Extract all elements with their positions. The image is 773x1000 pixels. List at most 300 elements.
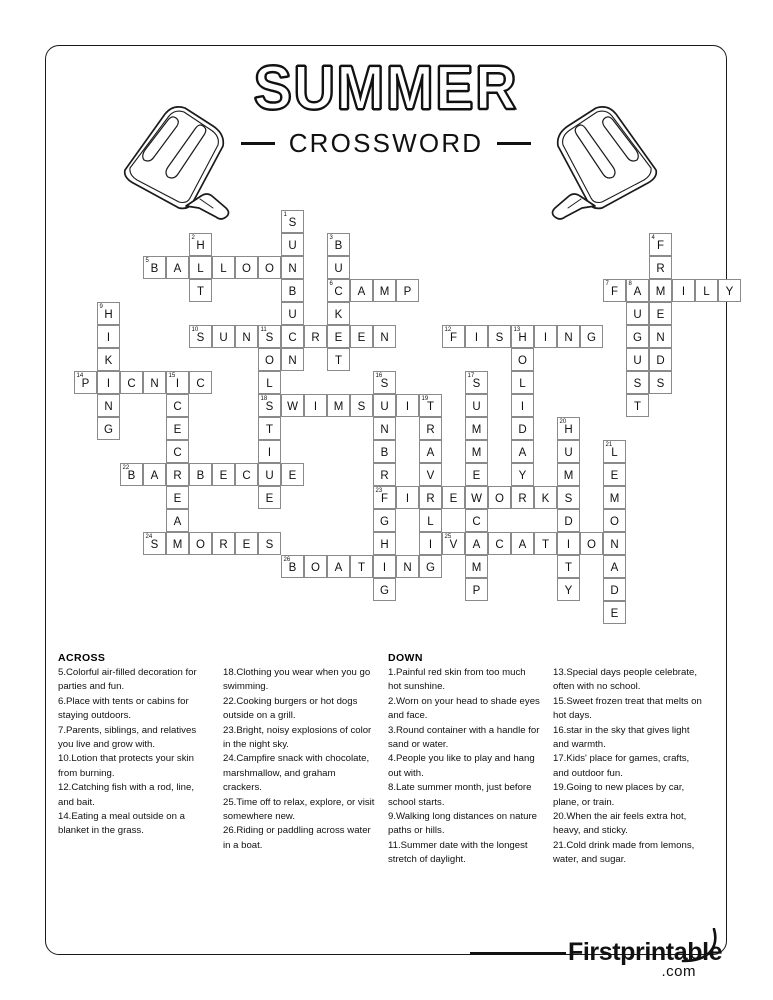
crossword-cell[interactable] — [189, 532, 212, 555]
crossword-cell[interactable] — [442, 325, 465, 348]
crossword-cell[interactable] — [327, 233, 350, 256]
cell-letter: E — [173, 423, 182, 436]
crossword-cell[interactable] — [626, 302, 649, 325]
crossword-cell[interactable] — [557, 555, 580, 578]
crossword-cell[interactable] — [327, 394, 350, 417]
clue-item: 24.Campfire snack with chocolate, marshmallow, and graham crackers. — [223, 753, 370, 794]
cell-letter: A — [426, 446, 435, 459]
clue-item: 15.Sweet frozen treat that melts on hot days. — [553, 695, 702, 722]
cell-letter: S — [150, 538, 159, 551]
cell-number: 19 — [421, 395, 429, 402]
crossword-cell[interactable] — [166, 256, 189, 279]
cell-letter: G — [380, 584, 389, 597]
crossword-cell[interactable] — [649, 256, 672, 279]
crossword-cell[interactable] — [649, 279, 672, 302]
crossword-cell[interactable] — [603, 486, 626, 509]
crossword-cell[interactable] — [281, 302, 304, 325]
crossword-cell[interactable] — [327, 302, 350, 325]
cell-letter: I — [474, 331, 479, 344]
crossword-cell[interactable] — [488, 486, 511, 509]
cell-number: 8 — [628, 280, 632, 287]
crossword-cell[interactable] — [97, 325, 120, 348]
cell-number: 15 — [168, 372, 176, 379]
crossword-cell[interactable] — [350, 394, 373, 417]
crossword-cell[interactable] — [350, 279, 373, 302]
cell-letter: O — [587, 538, 596, 551]
crossword-cell[interactable] — [511, 394, 534, 417]
cell-letter: O — [265, 262, 274, 275]
cell-letter: T — [265, 423, 274, 436]
crossword-cell[interactable] — [166, 463, 189, 486]
cell-letter: N — [380, 331, 389, 344]
cell-letter: N — [104, 400, 113, 413]
cell-letter: I — [405, 492, 410, 505]
crossword-cell[interactable] — [488, 325, 511, 348]
cell-number: 3 — [329, 234, 333, 241]
crossword-cell[interactable] — [603, 440, 626, 463]
crossword-cell[interactable] — [419, 509, 442, 532]
crossword-cell[interactable] — [281, 463, 304, 486]
cell-letter: T — [334, 354, 343, 367]
clue-item: 17.Kids' place for games, crafts, and outdoor fun. — [553, 753, 690, 779]
brand-name: Firstprintable — [568, 938, 723, 966]
crossword-cell[interactable] — [603, 555, 626, 578]
crossword-cell[interactable] — [511, 440, 534, 463]
crossword-cell[interactable] — [373, 371, 396, 394]
cell-letter: Y — [725, 285, 734, 298]
crossword-cell[interactable] — [304, 555, 327, 578]
crossword-cell[interactable] — [534, 486, 557, 509]
footer-rule — [470, 952, 566, 955]
crossword-cell[interactable] — [212, 532, 235, 555]
crossword-cell[interactable] — [649, 233, 672, 256]
crossword-cell[interactable] — [534, 325, 557, 348]
down-column-2 — [553, 652, 718, 868]
cell-letter: O — [518, 354, 527, 367]
crossword-cell[interactable] — [396, 279, 419, 302]
cell-number: 7 — [605, 280, 609, 287]
cell-letter: S — [357, 400, 366, 413]
crossword-cell[interactable] — [212, 325, 235, 348]
crossword-cell[interactable] — [97, 371, 120, 394]
crossword-cell[interactable] — [557, 440, 580, 463]
crossword-cell[interactable] — [695, 279, 718, 302]
cell-letter: T — [633, 400, 642, 413]
crossword-cell[interactable] — [97, 302, 120, 325]
crossword-cell[interactable] — [465, 578, 488, 601]
crossword-cell[interactable] — [465, 394, 488, 417]
cell-letter: T — [426, 400, 435, 413]
crossword-cell[interactable] — [626, 371, 649, 394]
clues-section — [58, 652, 718, 868]
cell-letter: E — [610, 469, 619, 482]
cell-letter: H — [104, 308, 113, 321]
crossword-cell[interactable] — [419, 394, 442, 417]
crossword-cell[interactable] — [511, 463, 534, 486]
crossword-cell[interactable] — [258, 256, 281, 279]
crossword-cell[interactable] — [511, 371, 534, 394]
cell-number: 11 — [260, 326, 267, 333]
clue-item: 2.Worn on your head to shade eyes and face. — [388, 695, 540, 722]
across-column-2 — [223, 652, 388, 868]
crossword-cell[interactable] — [74, 371, 97, 394]
cell-letter: B — [380, 446, 389, 459]
crossword-cell[interactable] — [189, 233, 212, 256]
crossword-cell[interactable] — [373, 417, 396, 440]
crossword-cell[interactable] — [258, 486, 281, 509]
clue-item: 10.Lotion that protects your skin from burning. — [58, 753, 194, 779]
clue-item: 7.Parents, siblings, and relatives you live and grow with. — [58, 724, 197, 751]
crossword-cell[interactable] — [465, 555, 488, 578]
crossword-cell[interactable] — [373, 578, 396, 601]
cell-letter: M — [379, 285, 390, 298]
cell-letter: R — [380, 469, 389, 482]
cell-letter: C — [173, 446, 182, 459]
crossword-cell[interactable] — [189, 463, 212, 486]
cell-letter: I — [175, 377, 180, 390]
crossword-cell[interactable] — [649, 348, 672, 371]
crossword-cell[interactable] — [304, 325, 327, 348]
cell-letter: G — [104, 423, 113, 436]
cell-letter: E — [334, 331, 343, 344]
crossword-cell[interactable] — [511, 417, 534, 440]
cell-letter: U — [334, 262, 343, 275]
crossword-cell[interactable] — [166, 509, 189, 532]
cell-letter: O — [495, 492, 504, 505]
cell-letter: N — [403, 561, 412, 574]
cell-letter: T — [541, 538, 550, 551]
cell-letter: L — [427, 515, 434, 528]
crossword-cell[interactable] — [143, 371, 166, 394]
crossword-cell[interactable] — [281, 555, 304, 578]
cell-number: 5 — [145, 257, 149, 264]
crossword-cell[interactable] — [626, 325, 649, 348]
cell-letter: F — [610, 285, 619, 298]
crossword-cell[interactable] — [511, 325, 534, 348]
crossword-cell[interactable] — [373, 532, 396, 555]
crossword-cell[interactable] — [557, 463, 580, 486]
cell-letter: F — [380, 492, 389, 505]
crossword-cell[interactable] — [672, 279, 695, 302]
cell-letter: S — [265, 331, 274, 344]
crossword-cell[interactable] — [373, 279, 396, 302]
cell-letter: I — [681, 285, 686, 298]
cell-letter: E — [219, 469, 228, 482]
crossword-grid[interactable] — [74, 210, 734, 620]
cell-letter: D — [564, 515, 573, 528]
down-heading: DOWN — [388, 652, 423, 664]
crossword-cell[interactable] — [626, 279, 649, 302]
cell-letter: F — [656, 239, 665, 252]
crossword-cell[interactable] — [649, 371, 672, 394]
cell-letter: C — [196, 377, 205, 390]
crossword-cell[interactable] — [488, 532, 511, 555]
crossword-cell[interactable] — [166, 440, 189, 463]
clue-item: 23.Bright, noisy explosions of color in the night sky. — [223, 724, 372, 751]
crossword-cell[interactable] — [557, 532, 580, 555]
cell-letter: I — [267, 446, 272, 459]
crossword-cell[interactable] — [465, 417, 488, 440]
cell-letter: N — [288, 262, 297, 275]
clue-item: 8.Late summer month, just before school starts. — [388, 782, 532, 808]
crossword-cell[interactable] — [465, 532, 488, 555]
cell-letter: W — [471, 492, 482, 505]
crossword-cell[interactable] — [396, 555, 419, 578]
cell-letter: O — [242, 262, 251, 275]
crossword-cell[interactable] — [97, 417, 120, 440]
crossword-cell[interactable] — [166, 486, 189, 509]
clue-item: 11.Summer date with the longest stretch of daylight. — [388, 839, 528, 866]
crossword-cell[interactable] — [189, 279, 212, 302]
page-subtitle: CROSSWORD — [288, 128, 484, 158]
cell-letter: A — [173, 262, 182, 275]
crossword-cell[interactable] — [143, 256, 166, 279]
crossword-cell[interactable] — [603, 601, 626, 624]
crossword-cell[interactable] — [557, 325, 580, 348]
crossword-cell[interactable] — [557, 509, 580, 532]
footer-branding — [470, 930, 723, 982]
spacer — [553, 652, 706, 666]
crossword-cell[interactable] — [281, 394, 304, 417]
crossword-cell[interactable] — [557, 417, 580, 440]
cell-letter: U — [265, 469, 274, 482]
crossword-cell[interactable] — [97, 348, 120, 371]
cell-letter: U — [564, 446, 573, 459]
crossword-cell[interactable] — [281, 210, 304, 233]
crossword-cell[interactable] — [419, 440, 442, 463]
crossword-cell[interactable] — [281, 279, 304, 302]
crossword-cell[interactable] — [281, 325, 304, 348]
crossword-cell[interactable] — [258, 348, 281, 371]
crossword-cell[interactable] — [465, 325, 488, 348]
crossword-cell[interactable] — [166, 394, 189, 417]
crossword-cell[interactable] — [212, 256, 235, 279]
cell-letter: L — [197, 262, 204, 275]
crossword-cell[interactable] — [396, 486, 419, 509]
crossword-cell[interactable] — [235, 532, 258, 555]
cell-number: 9 — [99, 303, 103, 310]
crossword-cell[interactable] — [189, 371, 212, 394]
crossword-cell[interactable] — [281, 256, 304, 279]
cell-letter: L — [611, 446, 618, 459]
clue-item: 21.Cold drink made from lemons, water, and sugar. — [553, 839, 695, 866]
crossword-cell[interactable] — [534, 532, 557, 555]
crossword-cell[interactable] — [166, 371, 189, 394]
down-column-1 — [388, 652, 553, 868]
cell-number: 4 — [651, 234, 655, 241]
crossword-cell[interactable] — [511, 486, 534, 509]
cell-letter: B — [288, 285, 297, 298]
cell-letter: C — [334, 285, 343, 298]
clue-item: 19.Going to new places by car, plane, or train. — [553, 782, 685, 808]
crossword-cell[interactable] — [419, 417, 442, 440]
crossword-cell[interactable] — [557, 578, 580, 601]
cell-letter: M — [172, 538, 183, 551]
cell-letter: N — [610, 538, 619, 551]
crossword-cell[interactable] — [465, 440, 488, 463]
cell-number: 14 — [76, 372, 84, 379]
cell-number: 18 — [260, 395, 268, 402]
crossword-cell[interactable] — [626, 394, 649, 417]
crossword-cell[interactable] — [166, 417, 189, 440]
crossword-cell[interactable] — [442, 532, 465, 555]
crossword-cell[interactable] — [235, 256, 258, 279]
crossword-cell[interactable] — [258, 394, 281, 417]
cell-letter: E — [288, 469, 297, 482]
cell-letter: M — [609, 492, 620, 505]
cell-letter: Y — [518, 469, 527, 482]
crossword-cell[interactable] — [212, 463, 235, 486]
crossword-cell[interactable] — [603, 463, 626, 486]
crossword-cell[interactable] — [120, 463, 143, 486]
cell-letter: R — [426, 492, 435, 505]
cell-letter: G — [587, 331, 596, 344]
crossword-cell[interactable] — [465, 486, 488, 509]
crossword-cell[interactable] — [373, 325, 396, 348]
cell-letter: D — [656, 354, 665, 367]
cell-letter: W — [287, 400, 298, 413]
crossword-cell[interactable] — [718, 279, 741, 302]
crossword-cell[interactable] — [373, 463, 396, 486]
crossword-cell[interactable] — [465, 509, 488, 532]
crossword-cell[interactable] — [258, 532, 281, 555]
crossword-cell[interactable] — [442, 486, 465, 509]
crossword-cell[interactable] — [511, 532, 534, 555]
crossword-cell[interactable] — [603, 509, 626, 532]
cell-letter: S — [633, 377, 642, 390]
crossword-cell[interactable] — [97, 394, 120, 417]
cell-letter: N — [656, 331, 665, 344]
crossword-cell[interactable] — [373, 440, 396, 463]
cell-letter: E — [265, 492, 274, 505]
crossword-cell[interactable] — [143, 463, 166, 486]
crossword-cell[interactable] — [327, 325, 350, 348]
crossword-cell[interactable] — [465, 371, 488, 394]
crossword-cell[interactable] — [166, 532, 189, 555]
crossword-cell[interactable] — [235, 463, 258, 486]
crossword-cell[interactable] — [373, 394, 396, 417]
crossword-cell[interactable] — [419, 463, 442, 486]
cell-letter: C — [242, 469, 251, 482]
cell-letter: O — [196, 538, 205, 551]
crossword-cell[interactable] — [419, 486, 442, 509]
crossword-cell[interactable] — [557, 486, 580, 509]
crossword-cell[interactable] — [120, 371, 143, 394]
crossword-cell[interactable] — [511, 348, 534, 371]
crossword-cell[interactable] — [258, 440, 281, 463]
crossword-cell[interactable] — [603, 578, 626, 601]
clue-item: 25.Time off to relax, explore, or visit somewhere new. — [223, 796, 375, 823]
crossword-cell[interactable] — [327, 279, 350, 302]
cell-letter: O — [610, 515, 619, 528]
cell-letter: L — [266, 377, 273, 390]
cell-letter: O — [265, 354, 274, 367]
crossword-cell[interactable] — [419, 532, 442, 555]
cell-letter: I — [382, 561, 387, 574]
cell-letter: L — [703, 285, 710, 298]
cell-letter: B — [334, 239, 343, 252]
clue-item: 20.When the air feels extra hot, heavy, and sticky. — [553, 811, 687, 837]
cell-letter: N — [564, 331, 573, 344]
cell-letter: T — [357, 561, 366, 574]
crossword-cell[interactable] — [258, 417, 281, 440]
crossword-cell[interactable] — [281, 348, 304, 371]
cell-letter: P — [472, 584, 481, 597]
crossword-cell[interactable] — [258, 463, 281, 486]
cell-letter: G — [426, 561, 435, 574]
cell-number: 23 — [375, 487, 383, 494]
crossword-cell[interactable] — [189, 325, 212, 348]
cell-letter: C — [472, 515, 481, 528]
crossword-cell[interactable] — [396, 394, 419, 417]
cell-letter: R — [219, 538, 228, 551]
crossword-cell[interactable] — [304, 394, 327, 417]
crossword-cell[interactable] — [373, 555, 396, 578]
cell-letter: O — [311, 561, 320, 574]
crossword-cell[interactable] — [350, 555, 373, 578]
crossword-cell[interactable] — [189, 256, 212, 279]
clue-item: 6.Place with tents or cabins for staying outdoors. — [58, 695, 189, 722]
cell-letter: R — [426, 423, 435, 436]
cell-letter: U — [288, 308, 297, 321]
crossword-cell[interactable] — [649, 302, 672, 325]
spacer — [223, 652, 376, 666]
crossword-cell[interactable] — [258, 325, 281, 348]
cell-letter: N — [242, 331, 251, 344]
cell-letter: S — [472, 377, 481, 390]
cell-letter: C — [288, 331, 297, 344]
cell-letter: F — [449, 331, 458, 344]
page-title: SUMMER — [253, 54, 519, 123]
cell-letter: C — [173, 400, 182, 413]
clue-item: 9.Walking long distances on nature paths or hills. — [388, 811, 537, 837]
crossword-cell[interactable] — [603, 532, 626, 555]
clue-item: 1.Painful red skin from too much hot sunshine. — [388, 667, 526, 693]
cell-letter: E — [449, 492, 458, 505]
crossword-cell[interactable] — [603, 279, 626, 302]
cell-letter: K — [334, 308, 343, 321]
crossword-cell[interactable] — [580, 325, 603, 348]
cell-letter: I — [106, 331, 111, 344]
crossword-cell[interactable] — [649, 325, 672, 348]
crossword-cell[interactable] — [580, 532, 603, 555]
cell-letter: M — [655, 285, 666, 298]
crossword-cell[interactable] — [235, 325, 258, 348]
clue-item: 22.Cooking burgers or hot dogs outside on a grill. — [223, 695, 358, 722]
crossword-cell[interactable] — [327, 348, 350, 371]
cell-letter: E — [656, 308, 665, 321]
cell-letter: U — [633, 354, 642, 367]
cell-letter: M — [471, 423, 482, 436]
crossword-cell[interactable] — [258, 371, 281, 394]
crossword-cell[interactable] — [626, 348, 649, 371]
crossword-cell[interactable] — [143, 532, 166, 555]
crossword-cell[interactable] — [350, 325, 373, 348]
crossword-cell[interactable] — [281, 233, 304, 256]
crossword-cell[interactable] — [327, 256, 350, 279]
crossword-cell[interactable] — [373, 509, 396, 532]
crossword-cell[interactable] — [373, 486, 396, 509]
crossword-cell[interactable] — [327, 555, 350, 578]
cell-letter: H — [564, 423, 573, 436]
subtitle-row — [45, 128, 727, 159]
cell-letter: A — [472, 538, 481, 551]
crossword-cell[interactable] — [419, 555, 442, 578]
cell-letter: E — [173, 492, 182, 505]
cell-letter: S — [196, 331, 205, 344]
crossword-cell[interactable] — [465, 463, 488, 486]
clue-item: 14.Eating a meal outside on a blanket in the grass. — [58, 811, 185, 837]
